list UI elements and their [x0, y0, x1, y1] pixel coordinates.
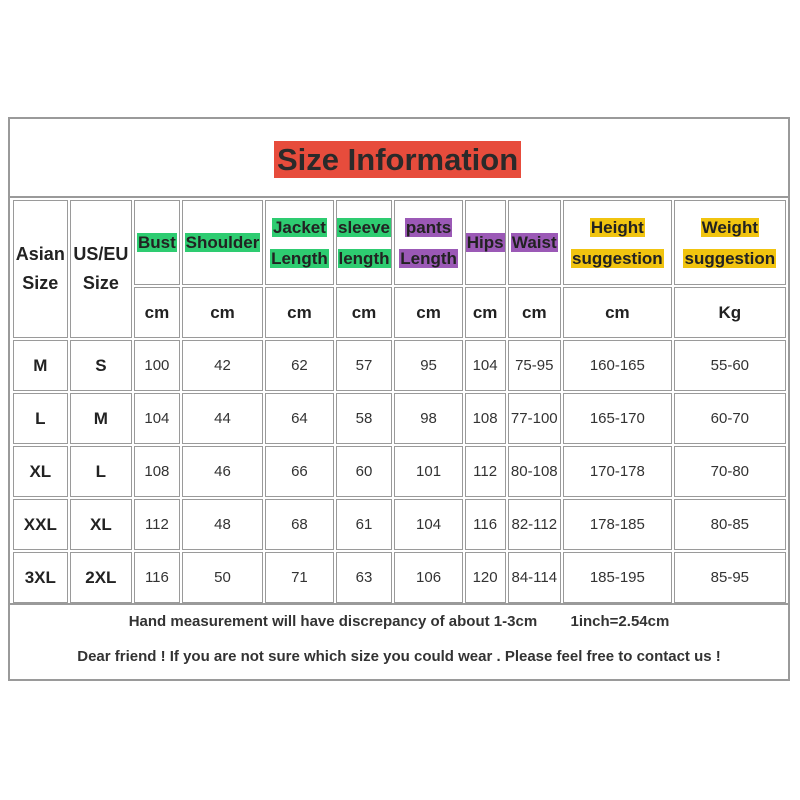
pants-cell: 101 [394, 446, 462, 497]
header-sleeve-length [336, 200, 393, 285]
shoulder-cell: 48 [182, 499, 264, 550]
header-waist [508, 200, 562, 285]
asian-size-cell: XXL [13, 499, 68, 550]
us-size-cell: 2XL [70, 552, 132, 603]
us-size-cell: L [70, 446, 132, 497]
header-bust [134, 200, 180, 285]
waist-cell: 82-112 [508, 499, 562, 550]
header-us-eu-size-line2: Size [82, 273, 119, 293]
header-waist-label: Waist [511, 233, 557, 252]
unit-pants: cm [394, 287, 462, 338]
pants-cell: 104 [394, 499, 462, 550]
weight-cell: 55-60 [674, 340, 786, 391]
us-size-cell: S [70, 340, 132, 391]
table-row [13, 446, 786, 497]
jacket-cell: 62 [265, 340, 333, 391]
header-bust-label: Bust [138, 233, 176, 252]
header-pants-line2: Length [400, 248, 457, 268]
header-asian-size-line2: Size [22, 273, 59, 293]
hips-cell: 112 [465, 446, 506, 497]
height-cell: 178-185 [563, 499, 672, 550]
header-weight-line1: Weight [701, 217, 758, 237]
size-table [11, 198, 788, 605]
height-cell: 170-178 [563, 446, 672, 497]
sleeve-cell: 60 [336, 446, 393, 497]
header-sleeve-line2: length [338, 248, 390, 268]
header-us-eu-size [70, 200, 132, 338]
header-asian-size [13, 200, 68, 338]
shoulder-cell: 42 [182, 340, 264, 391]
header-pants-length [394, 200, 462, 285]
header-asian-size-line1: Asian [15, 244, 65, 264]
asian-size-cell: L [13, 393, 68, 444]
hips-cell: 116 [465, 499, 506, 550]
shoulder-cell: 46 [182, 446, 264, 497]
height-cell: 185-195 [563, 552, 672, 603]
asian-size-cell: M [13, 340, 68, 391]
waist-cell: 77-100 [508, 393, 562, 444]
unit-height: cm [563, 287, 672, 338]
weight-cell: 80-85 [674, 499, 786, 550]
header-row [13, 200, 786, 285]
jacket-cell: 71 [265, 552, 333, 603]
us-size-cell: M [70, 393, 132, 444]
unit-hips: cm [465, 287, 506, 338]
jacket-cell: 64 [265, 393, 333, 444]
pants-cell: 106 [394, 552, 462, 603]
shoulder-cell: 44 [182, 393, 264, 444]
header-height-suggestion [563, 200, 672, 285]
sleeve-cell: 63 [336, 552, 393, 603]
header-jacket-line1: Jacket [272, 217, 326, 237]
sleeve-cell: 58 [336, 393, 393, 444]
size-chart-frame [8, 117, 790, 681]
bust-cell: 104 [134, 393, 180, 444]
bust-cell: 116 [134, 552, 180, 603]
header-us-eu-size-line1: US/EU [73, 244, 129, 264]
bust-cell: 100 [134, 340, 180, 391]
height-cell: 165-170 [563, 393, 672, 444]
shoulder-cell: 50 [182, 552, 264, 603]
header-hips-label: Hips [466, 233, 504, 252]
height-cell: 160-165 [563, 340, 672, 391]
bust-cell: 112 [134, 499, 180, 550]
unit-shoulder: cm [182, 287, 264, 338]
pants-cell: 95 [394, 340, 462, 391]
waist-cell: 80-108 [508, 446, 562, 497]
weight-cell: 60-70 [674, 393, 786, 444]
waist-cell: 75-95 [508, 340, 562, 391]
title-row [10, 119, 788, 198]
measurement-note: Hand measurement will have discrepancy of about 1-3cm 1inch=2.54cm [128, 613, 670, 630]
us-size-cell: XL [70, 499, 132, 550]
unit-waist: cm [508, 287, 562, 338]
header-hips [465, 200, 506, 285]
unit-sleeve: cm [336, 287, 393, 338]
header-height-line2: suggestion [572, 248, 663, 268]
header-shoulder [182, 200, 264, 285]
unit-bust: cm [134, 287, 180, 338]
header-jacket-line2: Length [271, 248, 328, 268]
hips-cell: 108 [465, 393, 506, 444]
footer-divider [10, 603, 788, 605]
header-shoulder-label: Shoulder [185, 233, 260, 252]
bust-cell: 108 [134, 446, 180, 497]
table-row [13, 340, 786, 391]
table-row [13, 499, 786, 550]
weight-cell: 85-95 [674, 552, 786, 603]
waist-cell: 84-114 [508, 552, 562, 603]
sleeve-cell: 57 [336, 340, 393, 391]
table-row [13, 393, 786, 444]
unit-weight: Kg [674, 287, 786, 338]
table-row [13, 552, 786, 603]
jacket-cell: 66 [265, 446, 333, 497]
hips-cell: 120 [465, 552, 506, 603]
asian-size-cell: 3XL [13, 552, 68, 603]
jacket-cell: 68 [265, 499, 333, 550]
contact-note: Dear friend ! If you are not sure which size you could wear . Please feel free to contact us ! [77, 648, 721, 665]
asian-size-cell: XL [13, 446, 68, 497]
footer-notes [10, 607, 788, 679]
header-weight-suggestion [674, 200, 786, 285]
header-pants-line1: pants [405, 217, 452, 237]
hips-cell: 104 [465, 340, 506, 391]
unit-jacket: cm [265, 287, 333, 338]
size-chart-title: Size Information [274, 141, 521, 178]
header-height-line1: Height [590, 217, 644, 237]
header-sleeve-line1: sleeve [338, 217, 390, 237]
header-weight-line2: suggestion [684, 248, 776, 268]
pants-cell: 98 [394, 393, 462, 444]
weight-cell: 70-80 [674, 446, 786, 497]
sleeve-cell: 61 [336, 499, 393, 550]
header-jacket-length [265, 200, 333, 285]
